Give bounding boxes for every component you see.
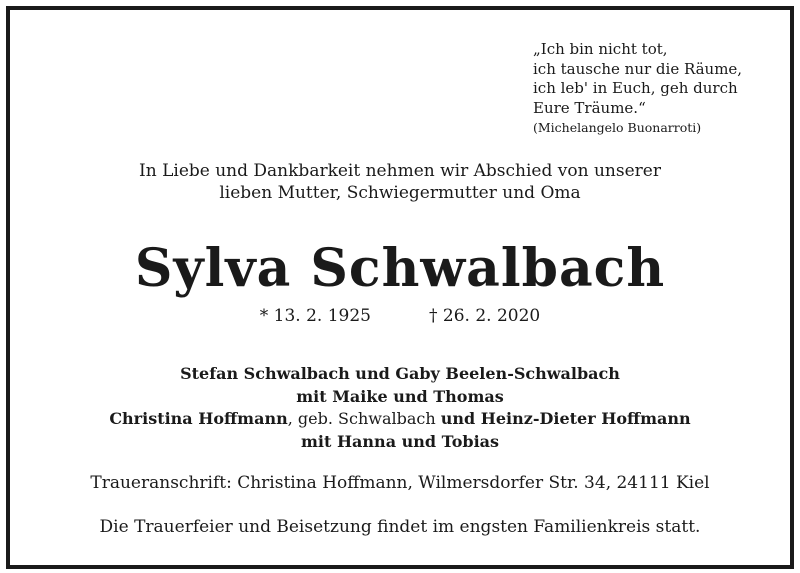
mourner-row: Stefan Schwalbach und Gaby Beelen-Schwalbach	[180, 364, 620, 383]
deceased-name: Sylva Schwalbach	[134, 238, 666, 299]
life-dates	[10, 305, 790, 327]
funeral-note: Die Trauerfeier und Beisetzung findet im engsten Familienkreis statt.	[99, 517, 701, 537]
mourning-address: Traueranschrift: Christina Hoffmann, Wilmersdorfer Str. 34, 24111 Kiel	[90, 473, 710, 493]
mourner-name: Christina Hoffmann	[109, 409, 288, 428]
quote-line: ich leb' in Euch, geh durch	[533, 79, 738, 97]
mourner-maiden-name: , geb. Schwalbach	[287, 409, 441, 428]
birth-date: * 13. 2. 1925	[259, 306, 371, 326]
mourners-list	[10, 363, 790, 453]
quote-line: Eure Träume.“	[533, 98, 646, 117]
mourner-row: mit Hanna und Tobias	[300, 431, 500, 451]
intro-line-1: In Liebe und Dankbarkeit nehmen wir Abschied von unserer	[139, 161, 661, 181]
obituary-notice	[6, 6, 794, 569]
intro-line-2: lieben Mutter, Schwiegermutter und Oma	[219, 183, 581, 203]
intro-text	[10, 160, 790, 204]
mourner-row	[10, 408, 790, 431]
mourner-row: mit Maike und Thomas	[296, 386, 504, 406]
mourner-partner: und Heinz-Dieter Hoffmann	[440, 409, 691, 428]
quote-block	[533, 40, 773, 137]
death-date: † 26. 2. 2020	[429, 306, 541, 326]
quote-line: ich tausche nur die Räume,	[533, 59, 743, 78]
quote-line: „Ich bin nicht tot,	[533, 40, 668, 58]
quote-author: (Michelangelo Buonarroti)	[533, 120, 702, 135]
